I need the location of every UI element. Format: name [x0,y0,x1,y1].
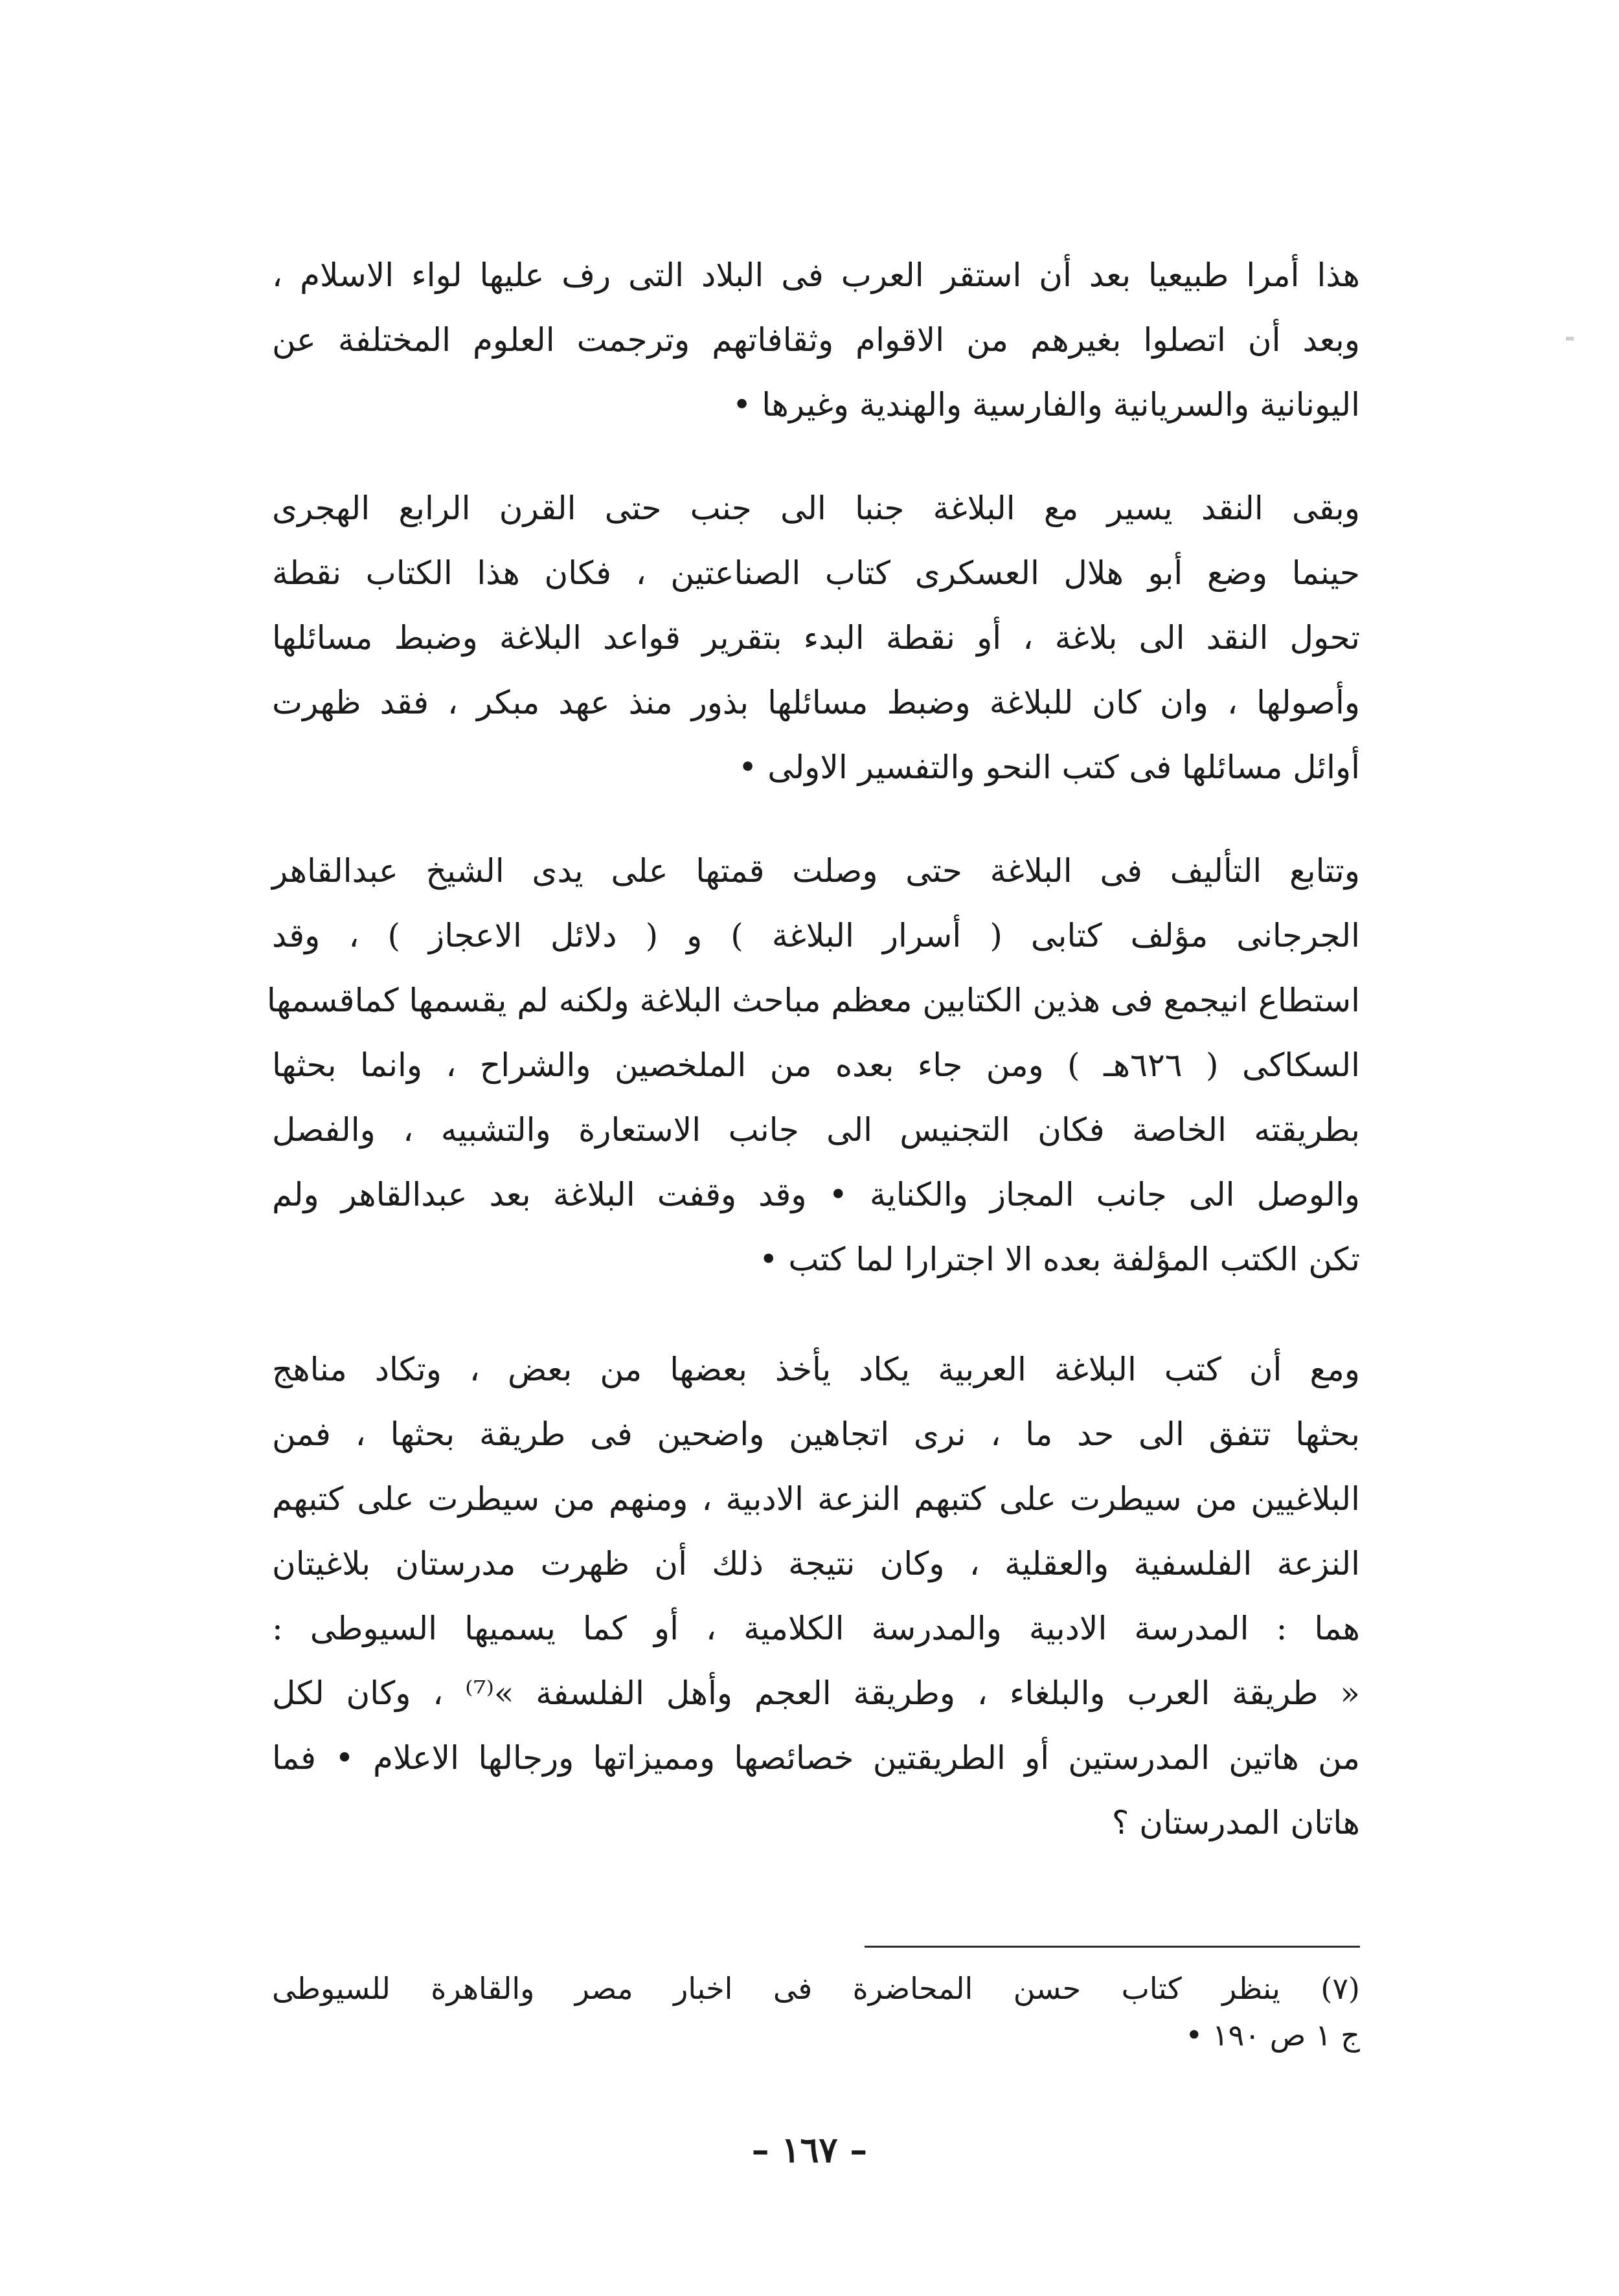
paragraph-line: هذا أمرا طبيعيا بعد أن استقر العرب فى البلاد التى رف عليها لواء الاسلام ، [272,256,1360,294]
paragraph-line: السكاكى ( ٦٢٦هـ ) ومن جاء بعده من الملخصين والشراح ، وانما بحثها [272,1046,1360,1084]
paragraph-3 [266,838,1360,1292]
paragraph-line: البلاغيين من سيطرت على كتبهم النزعة الادبية ، ومنهم من سيطرت على كتبهم [272,1480,1360,1518]
paragraph-line: وبعد أن اتصلوا بغيرهم من الاقوام وثقافاتهم وترجمت العلوم المختلفة عن [272,321,1360,359]
paragraph-line: هاتان المدرستان ؟ [1111,1804,1360,1841]
paragraph-line: اليونانية والسريانية والفارسية والهندية وغيرها • [732,386,1360,423]
page-number: – ١٦٧ – [751,2129,868,2170]
paragraph-line: وبقى النقد يسير مع البلاغة جنبا الى جنب حتى القرن الرابع الهجرى [272,490,1360,527]
paragraph-2 [272,476,1360,800]
footnote-line: (٧) ينظر كتاب حسن المحاضرة فى اخبار مصر والقاهرة للسيوطى [272,1971,1360,2006]
scan-speck [1566,337,1574,341]
paragraph-line: أوائل مسائلها فى كتب النحو والتفسير الاولى • [738,748,1360,786]
paragraph-1 [272,243,1360,437]
paragraph-line: من هاتين المدرستين أو الطريقتين خصائصها ومميزاتها ورجالها الاعلام • فما [272,1739,1360,1777]
paragraph-line: حينما وضع أبو هلال العسكرى كتاب الصناعتين ، فكان هذا الكتاب نقطة [272,554,1360,592]
paragraph-line: هما : المدرسة الادبية والمدرسة الكلامية ، أو كما يسميها السيوطى : [272,1610,1361,1647]
paragraph-line: وأصولها ، وان كان للبلاغة وضبط مسائلها بذور منذ عهد مبكر ، فقد ظهرت [272,684,1360,721]
paragraph-line: الجرجانى مؤلف كتابى ( أسرار البلاغة ) و ( دلائل الاعجاز ) ، وقد [272,917,1360,954]
paragraph-line: تحول النقد الى بلاغة ، أو نقطة البدء بتقرير قواعد البلاغة وضبط مسائلها [272,619,1360,657]
paragraph-line: استطاع انيجمع فى هذين الكتابين معظم مباحث البلاغة ولكنه لم يقسمها كماقسمها [266,982,1360,1019]
paragraph-line: بطريقته الخاصة فكان التجنيس الى جانب الاستعارة والتشبيه ، والفصل [272,1111,1360,1149]
paragraph-line: ومع أن كتب البلاغة العربية يكاد يأخذ بعضها من بعض ، وتكاد مناهج [272,1351,1360,1388]
paragraph-line: والوصل الى جانب المجاز والكناية • وقد وقفت البلاغة بعد عبدالقاهر ولم [272,1176,1360,1213]
paragraph-line: النزعة الفلسفية والعقلية ، وكان نتيجة ذلك أن ظهرت مدرستان بلاغيتان [272,1545,1360,1582]
paragraph-line: تكن الكتب المؤلفة بعده الا اجترارا لما كتب • [758,1241,1360,1278]
paragraph-line: بحثها تتفق الى حد ما ، نرى اتجاهين واضحين فى طريقة بحثها ، فمن [272,1415,1360,1453]
footnote-line: ج ١ ص ١٩٠ • [1185,2018,1360,2053]
footnote [272,1965,1360,2058]
footnote-divider [865,1946,1360,1948]
paragraph-line: وتتابع التأليف فى البلاغة حتى وصلت قمتها على يدى الشيخ عبدالقاهر [272,852,1360,890]
paragraph-line: « طريقة العرب والبلغاء ، وطريقة العجم وأهل الفلسفة »⁽⁷⁾ ، وكان لكل [272,1674,1361,1712]
paragraph-4 [272,1337,1360,1855]
